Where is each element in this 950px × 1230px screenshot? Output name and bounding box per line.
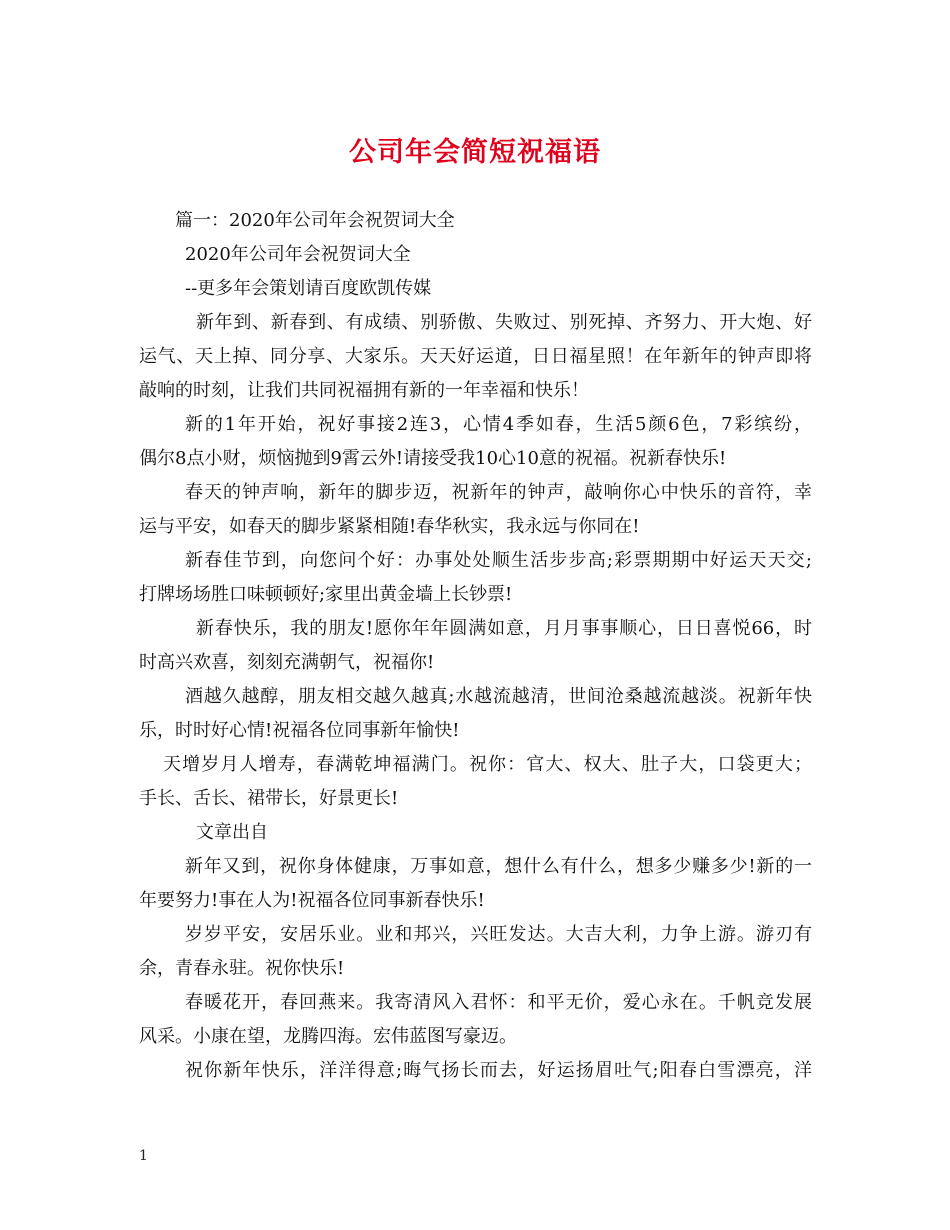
text-line: 风采。小康在望，龙腾四海。宏伟蓝图写豪迈。 bbox=[139, 1026, 517, 1047]
text-line: 春暖花开，春回燕来。我寄清风入君怀：和平无价，爱心永在。千帆竞发展 bbox=[185, 992, 812, 1013]
text-line: 祝你新年快乐，洋洋得意;晦气扬长而去，好运扬眉吐气;阳春白雪漂亮，洋 bbox=[185, 1060, 812, 1081]
text-line: 余，青春永驻。祝你快乐! bbox=[139, 958, 345, 979]
text-line: 新春佳节到，向您问个好：办事处处顺生活步步高;彩票期期中好运天天交; bbox=[185, 550, 812, 571]
text-line: 酒越久越醇，朋友相交越久越真;水越流越清，世间沧桑越流越淡。祝新年快 bbox=[185, 686, 812, 707]
text-line: 偶尔8点小财，烦恼抛到9霄云外!请接受我10心10意的祝福。祝新春快乐! bbox=[139, 448, 727, 469]
text-line: 文章出自 bbox=[196, 822, 268, 843]
page-number: 1 bbox=[139, 1148, 148, 1164]
text-line: 篇一：2020年公司年会祝贺词大全 bbox=[175, 210, 455, 231]
text-line: 时高兴欢喜，刻刻充满朝气，祝福你! bbox=[139, 652, 435, 673]
text-line: 新春快乐，我的朋友!愿你年年圆满如意，月月事事顺心，日日喜悦66，时 bbox=[196, 618, 812, 639]
text-line: 春天的钟声响，新年的脚步迈，祝新年的钟声，敲响你心中快乐的音符，幸 bbox=[185, 482, 812, 503]
text-line: 新的1年开始，祝好事接2连3，心情4季如春，生活5颜6色，7彩缤纷， bbox=[185, 414, 812, 435]
text-line: 敲响的时刻，让我们共同祝福拥有新的一年幸福和快乐！ bbox=[139, 380, 589, 401]
text-line: 打牌场场胜口味顿顿好;家里出黄金墙上长钞票! bbox=[139, 584, 513, 605]
text-line: 乐，时时好心情!祝福各位同事新年愉快! bbox=[139, 720, 460, 741]
text-line: 岁岁平安，安居乐业。业和邦兴，兴旺发达。大吉大利，力争上游。游刃有 bbox=[185, 924, 812, 945]
text-line: 手长、舌长、裙带长，好景更长! bbox=[139, 788, 399, 809]
document-title: 公司年会简短祝福语 bbox=[349, 137, 601, 168]
text-line: 天增岁月人增寿，春满乾坤福满门。祝你：官大、权大、肚子大，口袋更大； bbox=[163, 754, 812, 775]
text-line: --更多年会策划请百度欧凯传媒 bbox=[185, 278, 432, 299]
text-line: 运与平安，如春天的脚步紧紧相随!春华秋实，我永远与你同在! bbox=[139, 516, 640, 537]
text-line: 2020年公司年会祝贺词大全 bbox=[185, 244, 411, 265]
text-line: 年要努力!事在人为!祝福各位同事新春快乐! bbox=[139, 890, 485, 911]
text-line: 新年又到，祝你身体健康，万事如意，想什么有什么，想多少赚多少!新的一 bbox=[185, 856, 812, 877]
text-line: 新年到、新春到、有成绩、别骄傲、失败过、别死掉、齐努力、开大炮、好 bbox=[196, 312, 812, 333]
text-line: 运气、天上掉、同分享、大家乐。天天好运道，日日福星照！在年新年的钟声即将 bbox=[139, 346, 812, 367]
